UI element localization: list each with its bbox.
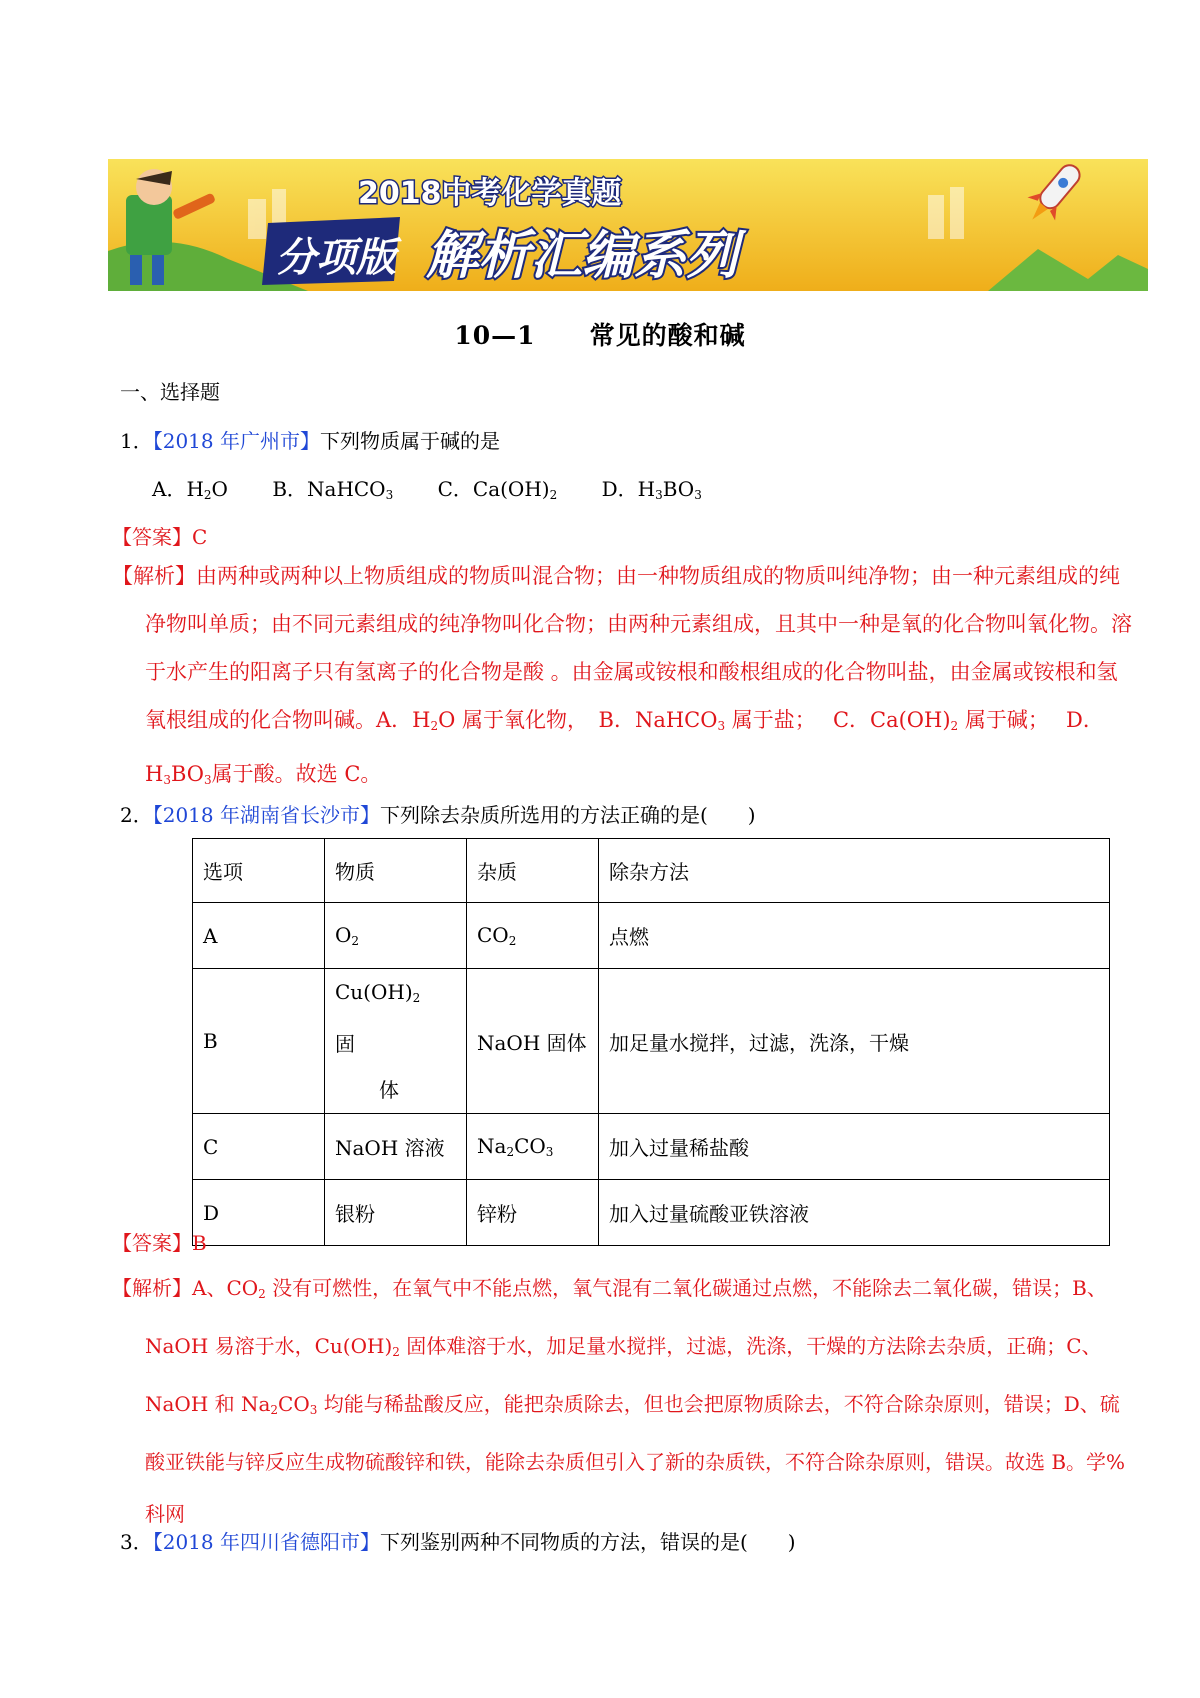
document-title xyxy=(0,316,1200,352)
table-row xyxy=(193,1114,1110,1180)
table-header-cell: 物质 xyxy=(325,839,467,903)
question-2 xyxy=(120,800,756,830)
section-heading: 一、选择题 xyxy=(120,380,220,404)
question-text: 下列物质属于碱的是 xyxy=(320,429,500,453)
question-number: 1． xyxy=(120,429,153,453)
option-d: D．$H_3BO_3$ xyxy=(601,477,702,502)
table-cell: 加入过量稀盐酸 xyxy=(599,1114,1110,1180)
question-text: 下列除去杂质所选用的方法正确的是( ) xyxy=(380,803,756,827)
question-2-analysis: 【解析】A、$CO_2$ 没有可燃性，在氧气中不能点燃，氧气混有二氧化碳通过点燃，不能除去二氧化碳，错误；B、NaOH 易溶于水，$Cu(OH)_2$ 固体难溶于水，加足量水搅拌，过滤，洗涤，干燥的方法除去杂质，正确；C、NaOH 和 $Na_2CO_3$ 均能与稀盐酸反应，能把杂质除去，但也会把原物质除去，不符合除杂原则，错误；D、硫酸亚铁能与锌反应生成物硫酸锌和铁，能除去杂质但引入了新的杂质铁，不符合除杂原则，错误。故选 B。学%科网 xyxy=(112,1276,1126,1526)
table-row xyxy=(193,969,1110,1114)
table-header-row xyxy=(193,839,1110,903)
question-source: 【2018 年广州市】 xyxy=(152,429,320,453)
option-a: A．$H_2O$ xyxy=(152,477,228,502)
question-1-answer: 【答案】C xyxy=(112,525,208,549)
question-number: 2． xyxy=(120,803,153,827)
table-cell: NaOH 溶液 xyxy=(325,1114,467,1180)
question-source: 【2018 年湖南省长沙市】 xyxy=(152,803,380,827)
option-b: B．NaHCO$_3$ xyxy=(272,477,394,502)
chapter-title: 常见的酸和碱 xyxy=(589,321,746,350)
question-2-table xyxy=(192,838,1110,1246)
question-1 xyxy=(120,426,500,456)
question-1-analysis: 【解析】由两种或两种以上物质组成的物质叫混合物；由一种物质组成的物质叫纯净物；由一种元素组成的纯净物叫单质；由不同元素组成的纯净物叫化合物；由两种元素组成，且其中一种是氧的化合物叫氧化物。溶于水产生的阳离子只有氢离子的化合物是酸 。由金属或铵根和酸根组成的化合物叫盐，由金属或铵根和氢氧根组成的化合物叫碱。A．$H_2O$ 属于氧化物， B．NaHCO$_3$ 属于盐； C．$Ca(OH)_2$ 属于碱； D．$H_3BO_3$属于酸。故选 C。 xyxy=(112,564,1132,787)
table-cell: A xyxy=(193,903,325,969)
question-1-options xyxy=(152,474,740,510)
table-cell: 点燃 xyxy=(599,903,1110,969)
table-cell: $CO_2$ xyxy=(467,903,599,969)
question-3 xyxy=(120,1527,796,1557)
option-c: C．$Ca(OH)_2$ xyxy=(437,477,558,502)
question-number: 3． xyxy=(120,1530,153,1554)
chapter-number: 10—1 xyxy=(454,321,536,350)
banner-line1: 2018中考化学真题 xyxy=(358,176,622,211)
banner-line2b: 解析汇编系列 xyxy=(426,226,739,286)
table-cell: 加入过量硫酸亚铁溶液 xyxy=(599,1180,1110,1246)
table-cell: $O_2$ xyxy=(325,903,467,969)
table-cell: 锌粉 xyxy=(467,1180,599,1246)
header-banner xyxy=(108,159,1148,291)
table-cell: 银粉 xyxy=(325,1180,467,1246)
question-text: 下列鉴别两种不同物质的方法，错误的是( ) xyxy=(380,1530,796,1554)
table-header-cell: 杂质 xyxy=(467,839,599,903)
table-cell: NaOH 固体 xyxy=(467,969,599,1114)
table-cell: $Cu(OH)_2$ 固 体 xyxy=(325,969,467,1114)
table-header-cell: 选项 xyxy=(193,839,325,903)
table-cell: D xyxy=(193,1180,325,1246)
question-source: 【2018 年四川省德阳市】 xyxy=(152,1530,380,1554)
table-cell: B xyxy=(193,969,325,1114)
table-cell: $Na_2CO_3$ xyxy=(467,1114,599,1180)
table-cell: 加足量水搅拌，过滤，洗涤，干燥 xyxy=(599,969,1110,1114)
question-2-answer: 【答案】B xyxy=(112,1231,207,1255)
banner-artwork xyxy=(108,159,1148,291)
table-row xyxy=(193,903,1110,969)
table-cell: C xyxy=(193,1114,325,1180)
table-row xyxy=(193,1180,1110,1246)
table-header-cell: 除杂方法 xyxy=(599,839,1110,903)
banner-line2a: 分项版 xyxy=(276,235,396,281)
